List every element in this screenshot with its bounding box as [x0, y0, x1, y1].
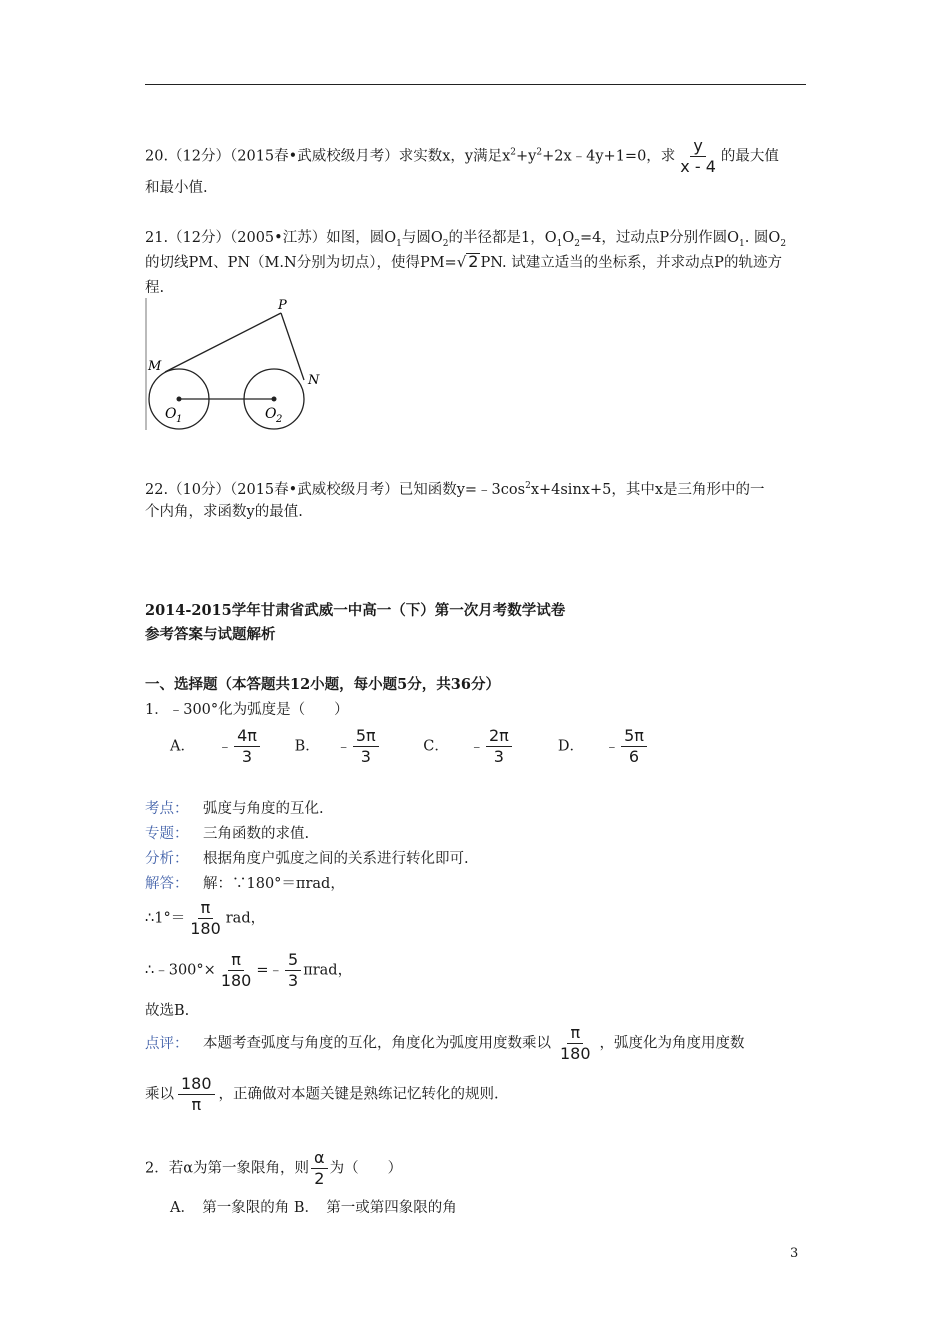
sqrt-two: 2 — [468, 252, 479, 271]
label-p: P — [278, 298, 287, 313]
a1-kaodian: 考点： 弧度与角度的互化. — [145, 801, 324, 817]
a1-options: A． ﹣ $\frac{4\pi}{3}$ B． ﹣ $\frac{5\pi}{3}$ C． ﹣ $\frac{2\pi}{3}$ D． ﹣ $\frac{5\pi}{6}$ — [170, 728, 649, 765]
label-o1-sub: 1 — [176, 414, 183, 425]
a1-dianping-line1: 点评： 本题考查弧度与角度的互化，角度化为弧度用度数乘以 $\frac{\pi}{180}$ ，弧度化为角度用度数 — [145, 1023, 745, 1063]
label-n: N — [308, 373, 320, 388]
label-o1: O — [165, 406, 177, 422]
q21-geometry-figure — [143, 298, 333, 430]
page-number: 3 — [790, 1246, 799, 1261]
a1-jieda: 解答： 解：∵180°＝πrad， — [145, 876, 345, 892]
a1-dianping-line2: 乘以 $\frac{180}{\pi}$ ，正确做对本题关键是熟练记忆转化的规则. — [145, 1074, 499, 1114]
label-m: M — [148, 359, 162, 374]
tangent-pn — [281, 313, 304, 380]
point-o1 — [177, 397, 182, 402]
point-o2 — [272, 397, 277, 402]
a1-step2: ∴﹣300°× $\frac{\pi}{180}$ =﹣ $\frac{5}{3}$ πrad， — [145, 950, 353, 990]
q21-line1: 21.（12分）（2005•江苏）如图，圆$O_1$与圆$O_2$的半径都是1，$O_1O_2=4$，过动点P分别作圆$O_1$. 圆$O_2$ — [145, 230, 787, 249]
q20-line1: 20.（12分）（2015春•武威校级月考）求实数x，y满足$x^2+y^2+2x﹣4y+1=0$，求 $\frac{y}{x - 4}$ 的最大值 — [145, 136, 779, 176]
q22-line2: 个内角，求函数y的最值. — [145, 504, 303, 520]
label-o2: O — [265, 406, 277, 422]
label-o2-sub: 2 — [276, 414, 283, 425]
a1-fenxi: 分析： 根据角度户弧度之间的关系进行转化即可. — [145, 851, 469, 867]
a1-zhuanti: 专题： 三角函数的求值. — [145, 826, 310, 842]
q20-fraction: $\frac{y}{x - 4}$ — [680, 136, 716, 176]
answers-subtitle: 参考答案与试题解析 — [145, 626, 276, 643]
q22-line1: 22.（10分）（2015春•武威校级月考）已知函数$y=﹣3\cos^2x+4\sin x+5$，其中x是三角形中的一 — [145, 481, 765, 498]
q21-line3: 程. — [145, 280, 165, 296]
q20-line2: 和最小值. — [145, 180, 208, 196]
a1-stem: 1．﹣300°化为弧度是（ ） — [145, 702, 349, 718]
answers-title: 2014-2015学年甘肃省武威一中高一（下）第一次月考数学试卷 — [145, 602, 566, 619]
a1-step1: ∴1°＝ $\frac{\pi}{180}$ rad， — [145, 898, 266, 938]
header-rule — [145, 84, 806, 85]
section-heading: 一、选择题（本答题共12小题，每小题5分，共36分） — [145, 676, 500, 693]
a2-options: A． 第一象限的角 B． 第一或第四象限的角 — [170, 1200, 457, 1216]
a1-conclusion: 故选B. — [145, 1003, 190, 1019]
tangent-pm — [165, 313, 281, 372]
q21-line2: 的切线PM、PN（M.N分别为切点），使得PM=√ 2 PN. 试建立适当的坐标系，并求动点P的轨迹方 — [145, 252, 782, 271]
a2-stem: 2．若α为第一象限角，则 $\frac{\alpha}{2}$ 为（ ） — [145, 1148, 403, 1188]
